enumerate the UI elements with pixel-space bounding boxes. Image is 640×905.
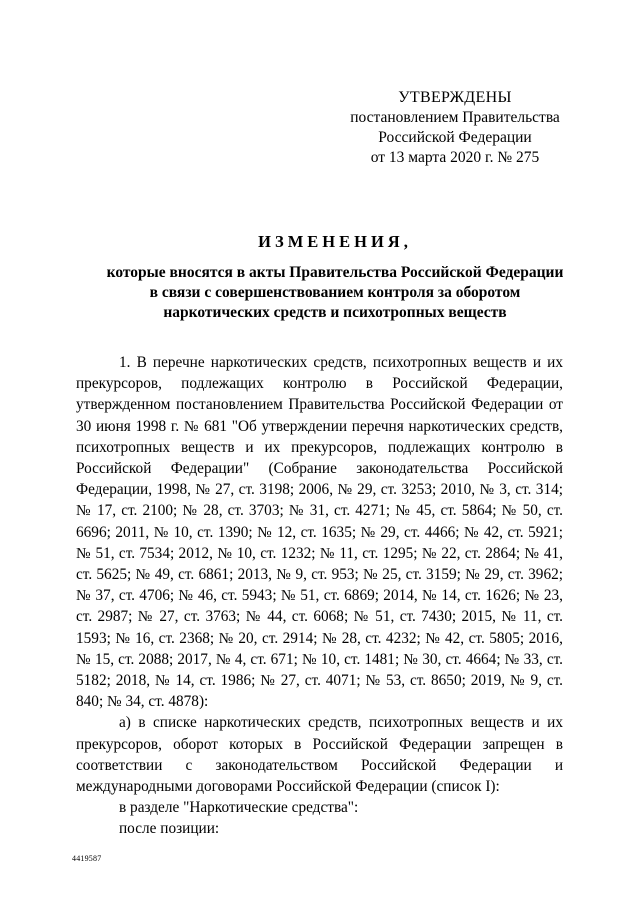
approval-line-1: постановлением Правительства <box>350 109 560 126</box>
approval-stamp <box>330 88 580 168</box>
paragraph-3: в разделе "Наркотические средства": <box>119 799 359 817</box>
title-main: ИЗМЕНЕНИЯ, <box>258 232 412 251</box>
paragraph-4: после позиции: <box>119 820 220 838</box>
title-sub-line-2: в связи с совершенствованием контроля за оборотом <box>149 284 521 301</box>
approval-heading: УТВЕРЖДЕНЫ <box>398 89 512 106</box>
paragraph-1: 1. В перечне наркотических средств, психотропных веществ и их прекурсоров, подлежащих контролю в Российской Федерации, утвержденном постановлением Правительства Российской Федерации от 30 июня 1998 г. № 681 "Об утверждении перечня наркотических средств, психотропных веществ и их прекурсоров, подлежащих контролю в Российской Федерации" (Собрание законодательства Российской Федерации, 1998, № 27, ст. 3198; 2006, № 29, ст. 3253; 2010, № 3, ст. 314; № 17, ст. 2100; № 28, ст. 3703; № 31, ст. 4271; № 45, ст. 5864; № 50, ст. 6696; 2011, № 10, ст. 1390; № 12, ст. 1635; № 29, ст. 4466; № 42, ст. 5921; № 51, ст. 7534; 2012, № 10, ст. 1232; № 11, ст. 1295; № 22, ст. 2864; № 41, ст. 5625; № 49, ст. 6861; 2013, № 9, ст. 953; № 25, ст. 3159; № 29, ст. 3962; № 37, ст. 4706; № 46, ст. 5943; № 51, ст. 6869; 2014, № 14, ст. 1626; № 23, ст. 2987; № 27, ст. 3763; № 44, ст. 6068; № 51, ст. 7430; 2015, № 11, ст. 1593; № 16, ст. 2368; № 20, ст. 2914; № 28, ст. 4232; № 42, ст. 5805; 2016, № 15, ст. 2088; 2017, № 4, ст. 671; № 10, ст. 1481; № 30, ст. 4664; № 33, ст. 5182; 2018, № 14, ст. 1986; № 27, ст. 4071; № 53, ст. 8650; 2019, № 9, ст. 840; № 34, ст. 4878): <box>76 354 563 711</box>
title-sub-line-3: наркотических средств и психотропных веществ <box>163 304 507 321</box>
document-body <box>76 352 563 840</box>
approval-line-3: от 13 марта 2020 г. № 275 <box>370 149 540 166</box>
document-code: 4419587 <box>72 854 102 863</box>
approval-line-2: Российской Федерации <box>378 129 532 146</box>
document-title <box>0 231 640 323</box>
title-sub-line-1: которые вносятся в акты Правительства Российской Федерации <box>106 264 564 281</box>
paragraph-2: а) в списке наркотических средств, психотропных веществ и их прекурсоров, оборот которых в Российской Федерации запрещен в соответствии с законодательством Российской Федерации и международными договорами Российской Федерации (список I): <box>76 714 563 796</box>
